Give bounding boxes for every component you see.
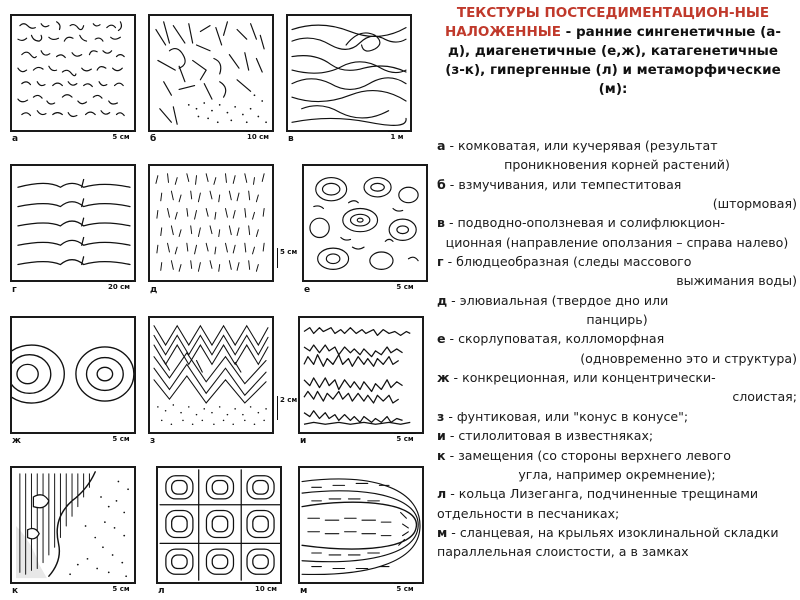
title-block: [436, 4, 790, 99]
panel-k: [10, 466, 136, 584]
legend-continuation: выжимания воды): [676, 273, 797, 289]
panel-zh-label: ж: [12, 436, 21, 446]
legend-continuation: проникновения корней растений): [504, 157, 730, 173]
legend-text: - комковатая, или кучерявая (результат: [445, 138, 718, 153]
panel-b: [148, 14, 274, 132]
panel-l-label: л: [158, 586, 165, 596]
legend-key: и: [437, 428, 446, 444]
panel-z-scale: 2 см: [277, 396, 298, 420]
panel-v-scale: 1 м: [388, 131, 406, 141]
panel-m: [298, 466, 424, 584]
panel-b-scale: 10 см: [246, 133, 270, 141]
panel-l-scale: 10 см: [254, 585, 278, 593]
panel-l: [156, 466, 282, 584]
legend-entry-2: [437, 175, 797, 214]
legend-key: д: [437, 292, 448, 308]
legend-text: - скорлуповатая, колломорфная: [445, 331, 665, 347]
legend-key: е: [437, 331, 446, 347]
panel-z-label: з: [150, 436, 156, 446]
panel-d-label: д: [150, 285, 158, 295]
legend-text: - блюдцеобразная (следы массового: [443, 254, 692, 270]
legend-key: б: [437, 176, 446, 192]
legend-text: - кольца Лизеганга, подчиненные трещинами отдельности в песчаниках;: [437, 486, 759, 521]
legend-text: - конкреционная, или концентрически-: [449, 370, 716, 386]
panel-e: [302, 164, 428, 282]
title-subtitle: - ранние сингенетичные (а-д), диагенетичные (е,ж), катагенетичные (з-к), гипергенные (л) и метаморфические (м):: [445, 24, 782, 97]
legend-entry-6: [437, 329, 797, 368]
legend-key: з: [437, 408, 445, 424]
legend-key: м: [437, 524, 448, 540]
legend-key: а: [437, 138, 446, 153]
legend-continuation: ционная (направление оползания – справа налево): [445, 234, 789, 250]
legend-entry-3: [437, 213, 797, 252]
legend-key: г: [437, 254, 444, 270]
legend-continuation: панцирь): [586, 312, 648, 328]
legend-key: ж: [437, 370, 450, 386]
panel-b-label: б: [150, 134, 157, 144]
legend-entry-4: [437, 252, 797, 291]
panel-g: [10, 164, 136, 282]
legend-continuation: (одновременно это и структура): [580, 350, 797, 366]
panel-a-scale: 5 см: [110, 131, 132, 141]
legend-entry-5: [437, 291, 797, 330]
panel-zh-scale: 5 см: [110, 433, 132, 443]
legend-entry-8: [437, 407, 797, 426]
legend-text: - подводно-оползневая и солифлюкцион-: [444, 215, 725, 231]
legend-entry-10: [437, 446, 797, 485]
panel-z: [148, 316, 274, 434]
legend-text: - замещения (со стороны верхнего левого: [445, 447, 731, 463]
legend-entry-1: [437, 136, 797, 175]
legend-text: - стилолитовая в известняках;: [445, 428, 654, 444]
panel-m-scale: 5 см: [394, 583, 416, 593]
panel-v-label: в: [288, 134, 294, 144]
legend-text: - фунтиковая, или "конус в конусе";: [444, 408, 689, 424]
legend-entry-12: [437, 523, 797, 562]
panel-e-label: е: [304, 285, 311, 295]
panel-e-scale: 5 см: [394, 281, 416, 291]
legend-entry-9: [437, 426, 797, 445]
panel-i-label: и: [300, 436, 307, 446]
panel-k-scale: 5 см: [110, 583, 132, 593]
title-heading: ТЕКСТУРЫ ПОСТСЕДИМЕНТАЦИОН-НЫЕ НАЛОЖЕННЫЕ: [444, 5, 770, 40]
legend-entry-7: [437, 368, 797, 407]
legend-entry-11: [437, 484, 797, 523]
panel-i: [298, 316, 424, 434]
legend-continuation: угла, например окремнение);: [518, 466, 716, 482]
panel-i-scale: 5 см: [394, 433, 416, 443]
legend-continuation: слоистая;: [732, 389, 797, 405]
panel-k-label: к: [12, 586, 19, 596]
panel-g-label: г: [12, 285, 17, 295]
panel-d-scale: 5 см: [277, 248, 298, 268]
panel-zh: [10, 316, 136, 434]
panel-m-label: м: [300, 586, 308, 596]
legend-continuation: (штормовая): [712, 196, 797, 212]
legend-text: - взмучивания, или темпеститовая: [445, 176, 682, 192]
panel-a: [10, 14, 136, 132]
panel-g-scale: 20 см: [107, 283, 131, 291]
legend-key: к: [437, 447, 446, 463]
panel-a-label: а: [12, 134, 19, 144]
panel-d: [148, 164, 274, 282]
legend-key: в: [437, 215, 445, 231]
legend-text: - сланцевая, на крыльях изоклинальной складки параллельная слоистости, а в замках: [437, 524, 779, 560]
legend-key: л: [437, 486, 447, 502]
texture-legend: [437, 136, 797, 562]
panel-v: [286, 14, 412, 132]
legend-text: - элювиальная (твердое дно или: [447, 292, 669, 308]
